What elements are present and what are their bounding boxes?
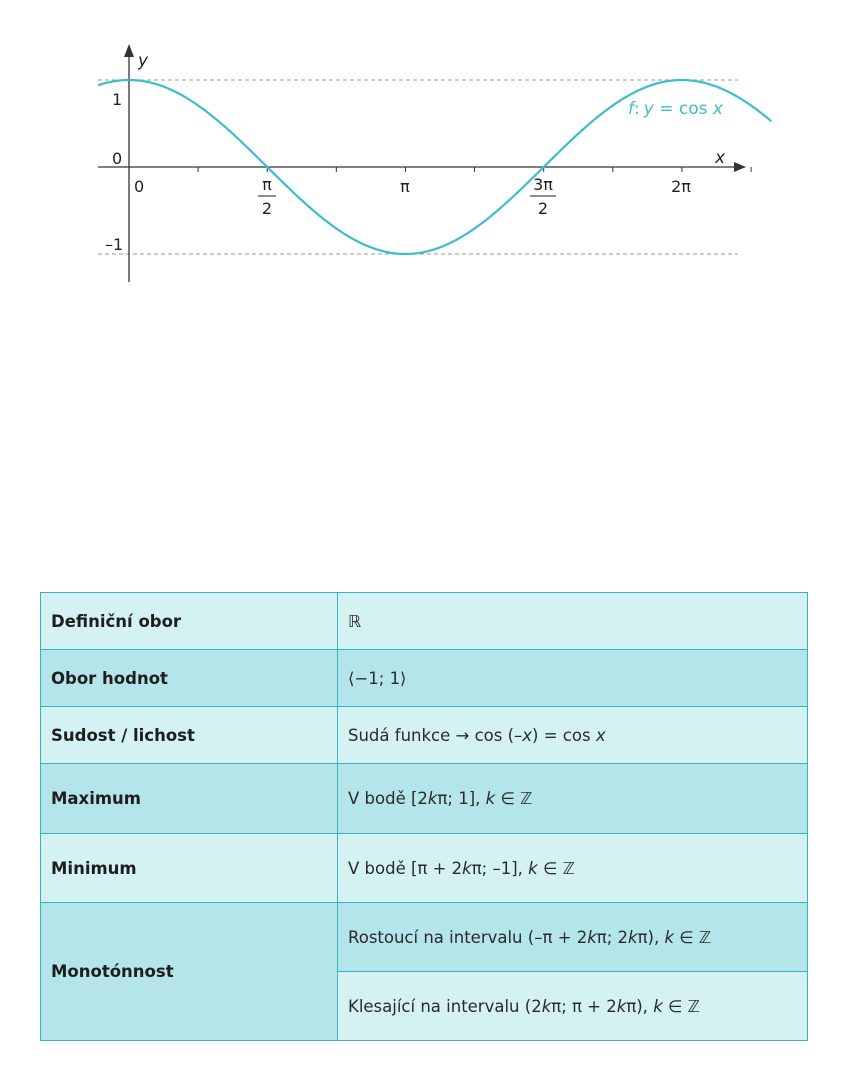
row-value-range: ⟨−1; 1⟩ xyxy=(338,650,808,707)
properties-table xyxy=(40,592,808,1041)
legend-sep: : xyxy=(634,99,640,119)
value-part: ∈ ℤ xyxy=(495,789,533,808)
value-part: ∈ ℤ xyxy=(537,858,575,878)
y-axis-label: y xyxy=(138,51,149,71)
value-part: π), xyxy=(637,927,665,947)
value-part: Klesající na intervalu (2 xyxy=(348,996,542,1016)
value-part: Sudá funkce → cos (– xyxy=(348,725,523,745)
row-value-decreasing xyxy=(338,972,808,1041)
value-part: π; –1], xyxy=(471,858,529,878)
x-ticks xyxy=(198,167,751,172)
value-part: π; 2 xyxy=(596,927,629,947)
value-var: k xyxy=(485,789,496,808)
y-tick-label-0: 0 xyxy=(112,149,123,168)
row-label-parity: Sudost / lichost xyxy=(41,707,338,764)
x-tick-label-2pi: 2π xyxy=(671,177,691,196)
value-var: k xyxy=(616,996,627,1016)
legend-x: x xyxy=(712,99,723,119)
value-var: x xyxy=(522,725,533,745)
x-axis-arrow xyxy=(734,162,746,172)
value-part: ∈ ℤ xyxy=(662,996,700,1016)
row-value-increasing xyxy=(338,903,808,972)
table-row xyxy=(41,903,808,972)
value-part: ∈ ℤ xyxy=(674,927,712,947)
value-part: V bodě [2 xyxy=(348,789,428,808)
value-part: π; 1], xyxy=(437,789,486,808)
y-tick-label-1: 1 xyxy=(112,90,123,109)
value-var: k xyxy=(653,996,663,1016)
value-part: π), xyxy=(626,996,654,1016)
table-row xyxy=(41,707,808,764)
row-value-parity xyxy=(338,707,808,764)
row-label-range: Obor hodnot xyxy=(41,650,338,707)
x-axis-label: x xyxy=(715,148,726,168)
row-value-maximum xyxy=(338,764,808,834)
value-part: V bodě [π + 2 xyxy=(348,858,463,878)
y-tick-label-minus-1: –1 xyxy=(105,235,124,254)
legend-label xyxy=(628,99,724,119)
row-label-maximum: Maximum xyxy=(41,764,338,834)
row-value-minimum xyxy=(338,834,808,903)
cosine-chart xyxy=(0,0,854,330)
x-tick-label-0: 0 xyxy=(134,177,145,196)
value-var: k xyxy=(664,927,675,947)
legend-f: f xyxy=(628,99,634,119)
value-var: k xyxy=(427,789,438,808)
x-tick-label-3pi-half-num: 3π xyxy=(533,175,553,194)
value-part: ) = cos xyxy=(532,725,596,745)
row-label-minimum: Minimum xyxy=(41,834,338,903)
x-tick-label-pi: π xyxy=(400,177,410,196)
x-tick-label-pi-half-den: 2 xyxy=(261,199,273,218)
table-row xyxy=(41,764,808,834)
x-tick-label-pi-half-num: π xyxy=(262,175,272,194)
table-row xyxy=(41,593,808,650)
value-part: π; π + 2 xyxy=(551,996,617,1016)
value-var: k xyxy=(462,858,472,878)
y-axis-arrow xyxy=(124,44,134,57)
value-part: Rostoucí na intervalu (–π + 2 xyxy=(348,927,588,947)
legend-y: y xyxy=(643,99,654,119)
legend-eq: = cos xyxy=(653,99,713,119)
row-label-domain: Definiční obor xyxy=(41,593,338,650)
row-label-monotonicity: Monotónnost xyxy=(41,903,338,1041)
value-var: x xyxy=(595,725,606,745)
value-var: k xyxy=(587,927,597,947)
table-row xyxy=(41,650,808,707)
value-var: k xyxy=(628,927,638,947)
row-value-domain: ℝ xyxy=(338,593,808,650)
x-tick-label-3pi-half-den: 2 xyxy=(537,199,549,218)
table-row xyxy=(41,834,808,903)
value-var: k xyxy=(528,858,538,878)
value-var: k xyxy=(541,996,552,1016)
